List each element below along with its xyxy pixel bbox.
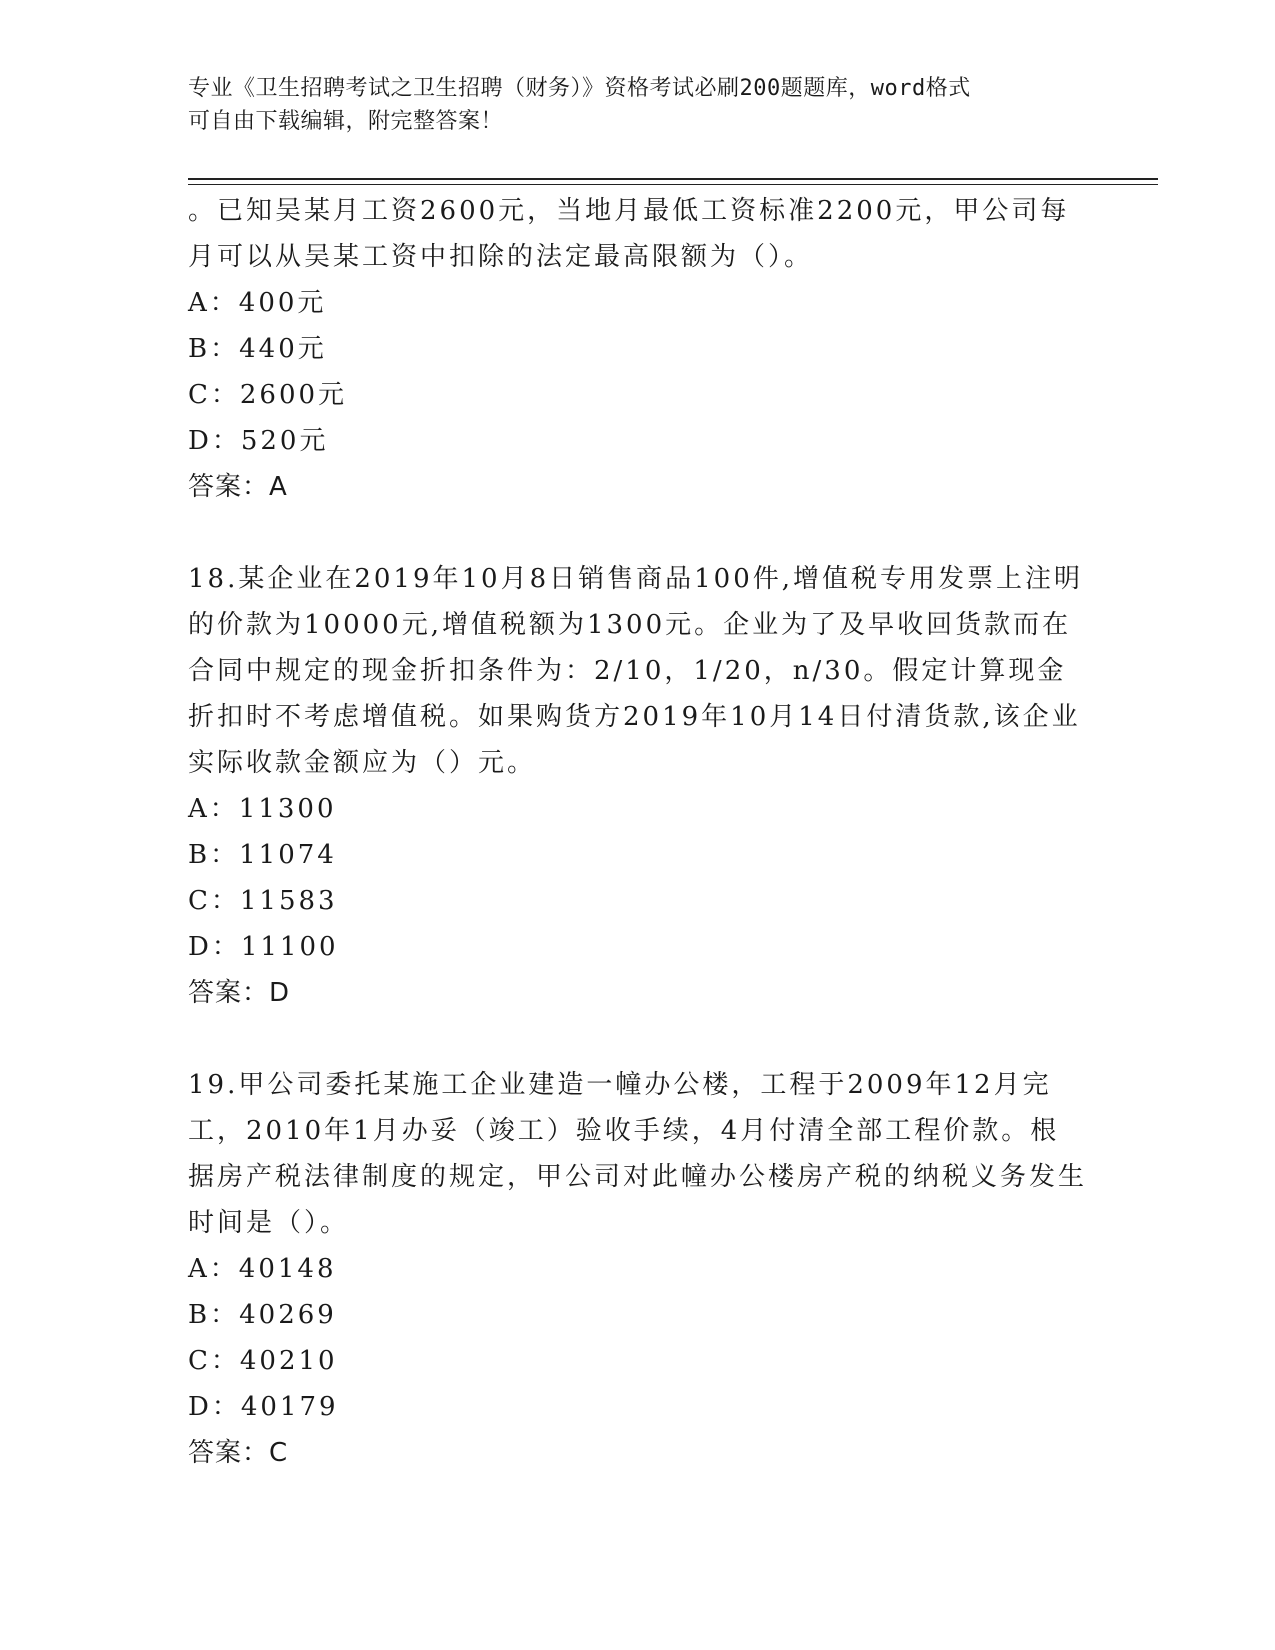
option-d: D：40179 xyxy=(188,1392,339,1422)
option-a: A：400元 xyxy=(188,288,327,318)
option-d: D：11100 xyxy=(188,932,339,962)
question-text: 19.甲公司委托某施工企业建造一幢办公楼，工程于2009年12月完工，2010年1月办妥（竣工）验收手续，4月付清全部工程价款。根据房产税法律制度的规定，甲公司对此幢办公楼房产税的纳税义务发生时间是（）。 xyxy=(188,1070,1088,1238)
option-c: C：2600元 xyxy=(188,380,348,410)
option-b: B：11074 xyxy=(188,840,337,870)
document-header xyxy=(188,72,1068,138)
question-block-17 xyxy=(188,188,1088,510)
answer-line: 答案：D xyxy=(188,978,291,1008)
answer-line: 答案：C xyxy=(188,1438,289,1468)
header-divider-thick xyxy=(188,178,1158,180)
question-list xyxy=(188,188,1088,1476)
header-title-line-1: 专业《卫生招聘考试之卫生招聘（财务）》资格考试必刷200题题库，word格式 xyxy=(188,76,971,101)
question-text: 。已知吴某月工资2600元，当地月最低工资标准2200元，甲公司每月可以从吴某工资中扣除的法定最高限额为（）。 xyxy=(188,196,1070,272)
option-a: A：40148 xyxy=(188,1254,337,1284)
question-block-18 xyxy=(188,556,1088,1016)
header-title-line-2: 可自由下载编辑，附完整答案！ xyxy=(188,109,504,134)
header-divider-thin xyxy=(188,184,1158,185)
option-b: B：40269 xyxy=(188,1300,337,1330)
option-c: C：11583 xyxy=(188,886,338,916)
option-a: A：11300 xyxy=(188,794,337,824)
question-block-19 xyxy=(188,1062,1088,1476)
spacer xyxy=(188,1016,1088,1062)
question-text: 18.某企业在2019年10月8日销售商品100件,增值税专用发票上注明的价款为10000元,增值税额为1300元。企业为了及早收回货款而在合同中规定的现金折扣条件为：2/10，1/20，n/30。假定计算现金折扣时不考虑增值税。如果购货方2019年10月14日付清货款,该企业实际收款金额应为（）元。 xyxy=(188,564,1084,778)
option-d: D：520元 xyxy=(188,426,329,456)
option-b: B：440元 xyxy=(188,334,327,364)
answer-line: 答案：A xyxy=(188,472,288,502)
option-c: C：40210 xyxy=(188,1346,338,1376)
spacer xyxy=(188,510,1088,556)
